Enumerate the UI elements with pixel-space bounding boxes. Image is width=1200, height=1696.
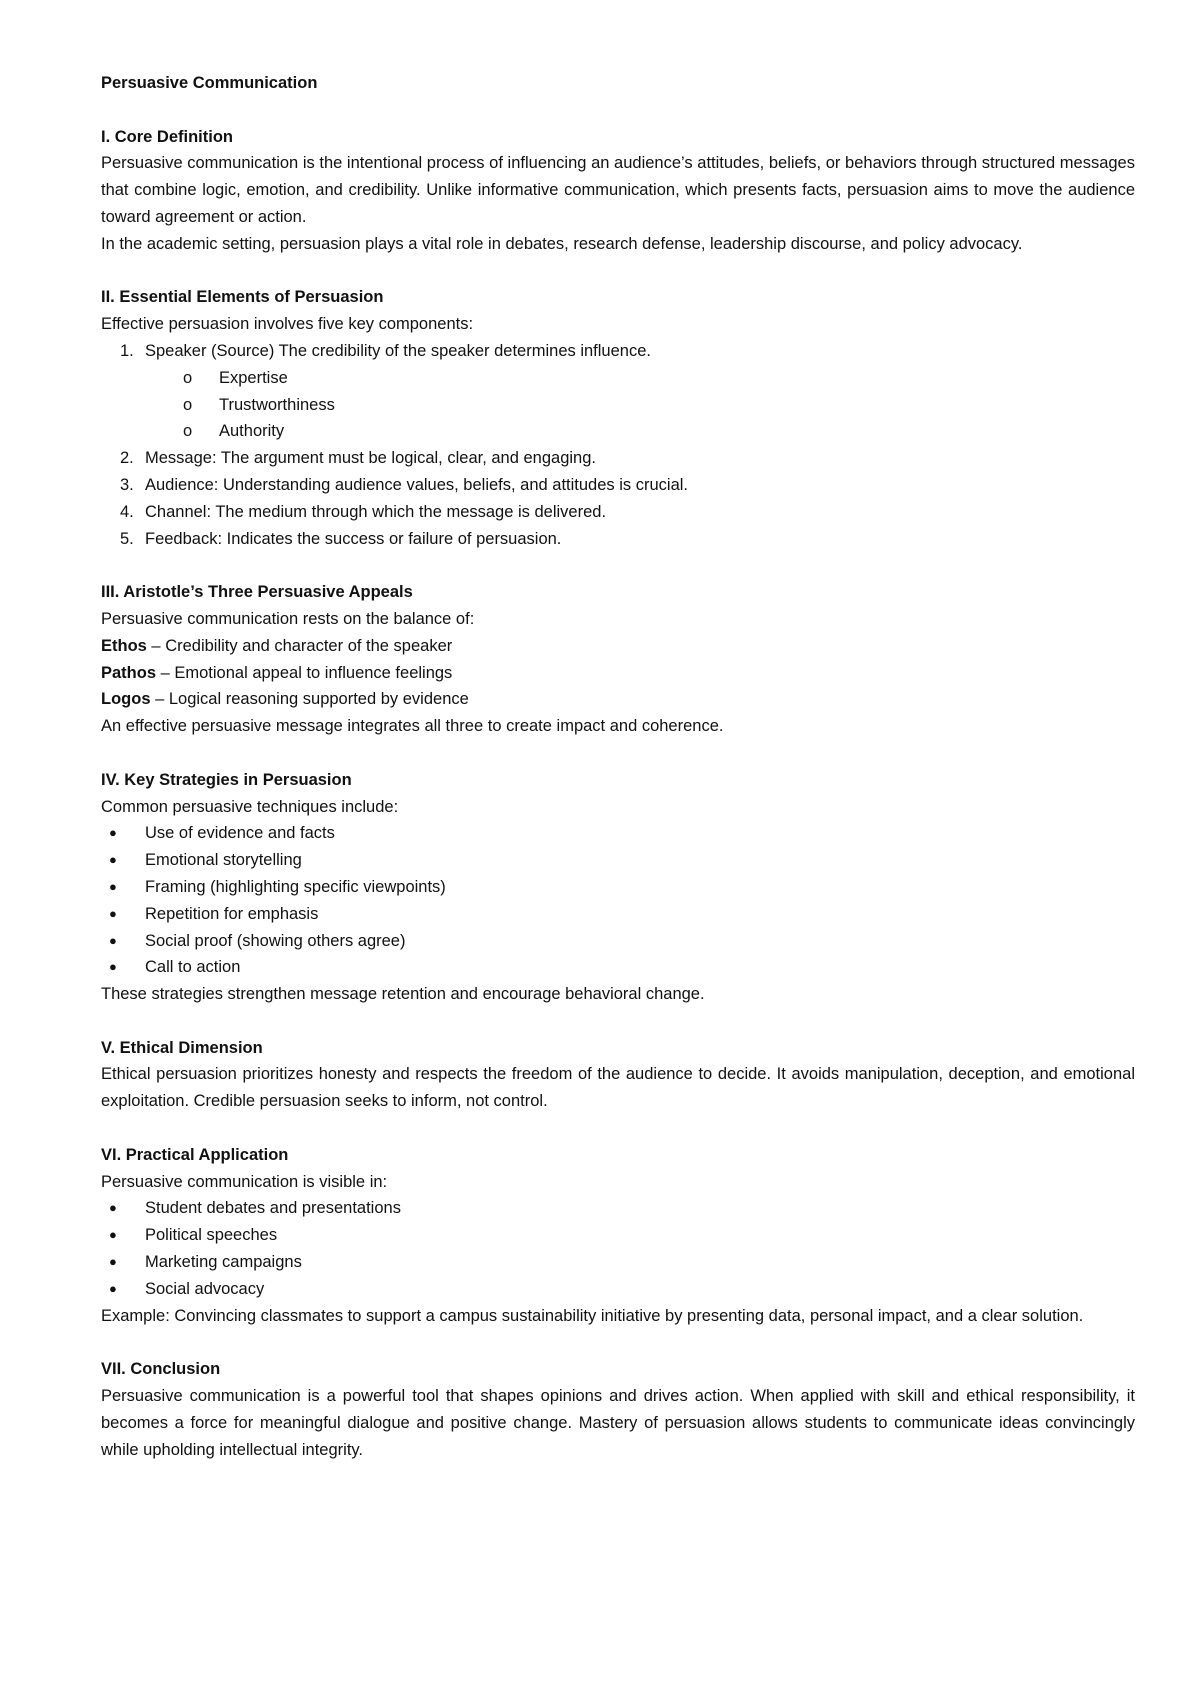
list-item-text: Social advocacy [145, 1279, 265, 1298]
list-item-text: Social proof (showing others agree) [145, 931, 406, 950]
appeal-term: Pathos [101, 663, 157, 682]
list-item [101, 847, 1135, 874]
list-item-text: Political speeches [145, 1226, 278, 1245]
bullet-icon: ● [109, 825, 117, 841]
conclusion-paragraph: Persuasive communication is a powerful tool that shapes opinions and drives action. When applied with skill and ethical responsibility, it becomes a force for meaningful dialogue and positive change. Mastery of persuasion allows students to communicate ideas convincingly while upholding intellectual integrity. [101, 1387, 1135, 1459]
appeal-desc: – Credibility and character of the speaker [146, 636, 453, 655]
item-text: Speaker (Source) The credibility of the speaker determines influence. [145, 341, 651, 360]
sub-item [101, 418, 1135, 445]
item-text: Audience: Understanding audience values, beliefs, and attitudes is crucial. [145, 475, 689, 494]
list-item [101, 928, 1135, 955]
list-item [101, 820, 1135, 847]
sub-item-text: Trustworthiness [219, 395, 335, 414]
bullet-icon: ● [109, 1280, 117, 1296]
numbered-item [101, 526, 1135, 553]
circle-bullet-icon: o [183, 368, 193, 387]
appeal-term: Logos [101, 690, 151, 709]
document-page [101, 70, 1135, 1463]
numbered-item [101, 445, 1135, 472]
list-item-text: Repetition for emphasis [145, 904, 319, 923]
list-item-text: Framing (highlighting specific viewpoints) [145, 877, 446, 896]
list-item-text: Call to action [145, 958, 241, 977]
section-heading-core-definition: I. Core Definition [101, 127, 233, 146]
core-definition-paragraph: Persuasive communication is the intentional process of influencing an audience’s attitudes, beliefs, or behaviors through structured messages that combine logic, emotion, and credibility. Unlike informative communication, which presents facts, persuasion aims to move the audience toward agreement or action. [101, 154, 1135, 226]
sub-item-text: Authority [219, 422, 285, 441]
section-heading-ethical-dimension: V. Ethical Dimension [101, 1038, 263, 1057]
appeal-logos [101, 686, 1135, 713]
appeal-ethos [101, 633, 1135, 660]
section-heading-practical-application: VI. Practical Application [101, 1145, 289, 1164]
list-item [101, 1276, 1135, 1303]
appeal-desc: – Emotional appeal to influence feelings [156, 663, 453, 682]
bullet-icon: ● [109, 878, 117, 894]
spacer [101, 552, 1135, 579]
strategies-intro: Common persuasive techniques include: [101, 797, 399, 816]
list-item-text: Student debates and presentations [145, 1199, 401, 1218]
appeals-outro: An effective persuasive message integrates all three to create impact and coherence. [101, 717, 724, 736]
item-number: 2. [120, 449, 134, 468]
list-item [101, 1195, 1135, 1222]
item-number: 3. [120, 475, 134, 494]
list-item-text: Marketing campaigns [145, 1253, 302, 1272]
spacer [101, 1329, 1135, 1356]
spacer [101, 1008, 1135, 1035]
numbered-item [101, 499, 1135, 526]
essential-elements-intro: Effective persuasion involves five key components: [101, 315, 474, 334]
section-heading-aristotle-appeals: III. Aristotle’s Three Persuasive Appeals [101, 583, 413, 602]
section-heading-essential-elements: II. Essential Elements of Persuasion [101, 288, 384, 307]
item-number: 5. [120, 529, 134, 548]
item-text: Feedback: Indicates the success or failure of persuasion. [145, 529, 562, 548]
appeal-term: Ethos [101, 636, 147, 655]
spacer [101, 1115, 1135, 1142]
circle-bullet-icon: o [183, 422, 193, 441]
spacer [101, 258, 1135, 285]
appeals-intro: Persuasive communication rests on the balance of: [101, 609, 475, 628]
bullet-icon: ● [109, 1254, 117, 1270]
list-item [101, 954, 1135, 981]
example-paragraph: Example: Convincing classmates to support a campus sustainability initiative by presenting data, personal impact, and a clear solution. [101, 1306, 1084, 1325]
strategies-outro: These strategies strengthen message retention and encourage behavioral change. [101, 985, 705, 1004]
sub-item-text: Expertise [219, 368, 288, 387]
list-item-text: Emotional storytelling [145, 851, 302, 870]
item-text: Message: The argument must be logical, clear, and engaging. [145, 449, 596, 468]
sub-item [101, 392, 1135, 419]
circle-bullet-icon: o [183, 395, 193, 414]
academic-setting-paragraph: In the academic setting, persuasion plays a vital role in debates, research defense, leadership discourse, and policy advocacy. [101, 234, 1023, 253]
section-heading-conclusion: VII. Conclusion [101, 1360, 221, 1379]
spacer [101, 740, 1135, 767]
section-heading-key-strategies: IV. Key Strategies in Persuasion [101, 770, 352, 789]
ethical-paragraph: Ethical persuasion prioritizes honesty and respects the freedom of the audience to decide. It avoids manipulation, deception, and emotional exploitation. Credible persuasion seeks to inform, not control. [101, 1065, 1135, 1111]
bullet-icon: ● [109, 959, 117, 975]
list-item [101, 874, 1135, 901]
list-item [101, 1249, 1135, 1276]
bullet-icon: ● [109, 1200, 117, 1216]
sub-item [101, 365, 1135, 392]
item-number: 1. [120, 341, 134, 360]
list-item [101, 901, 1135, 928]
application-intro: Persuasive communication is visible in: [101, 1172, 388, 1191]
list-item-text: Use of evidence and facts [145, 824, 335, 843]
bullet-icon: ● [109, 932, 117, 948]
item-number: 4. [120, 502, 134, 521]
bullet-icon: ● [109, 1227, 117, 1243]
list-item [101, 1222, 1135, 1249]
item-text: Channel: The medium through which the message is delivered. [145, 502, 607, 521]
numbered-item [101, 472, 1135, 499]
document-title: Persuasive Communication [101, 74, 318, 92]
bullet-icon: ● [109, 905, 117, 921]
appeal-desc: – Logical reasoning supported by evidence [150, 690, 469, 709]
appeal-pathos [101, 660, 1135, 687]
numbered-item [101, 338, 1135, 365]
spacer [101, 97, 1135, 124]
bullet-icon: ● [109, 852, 117, 868]
